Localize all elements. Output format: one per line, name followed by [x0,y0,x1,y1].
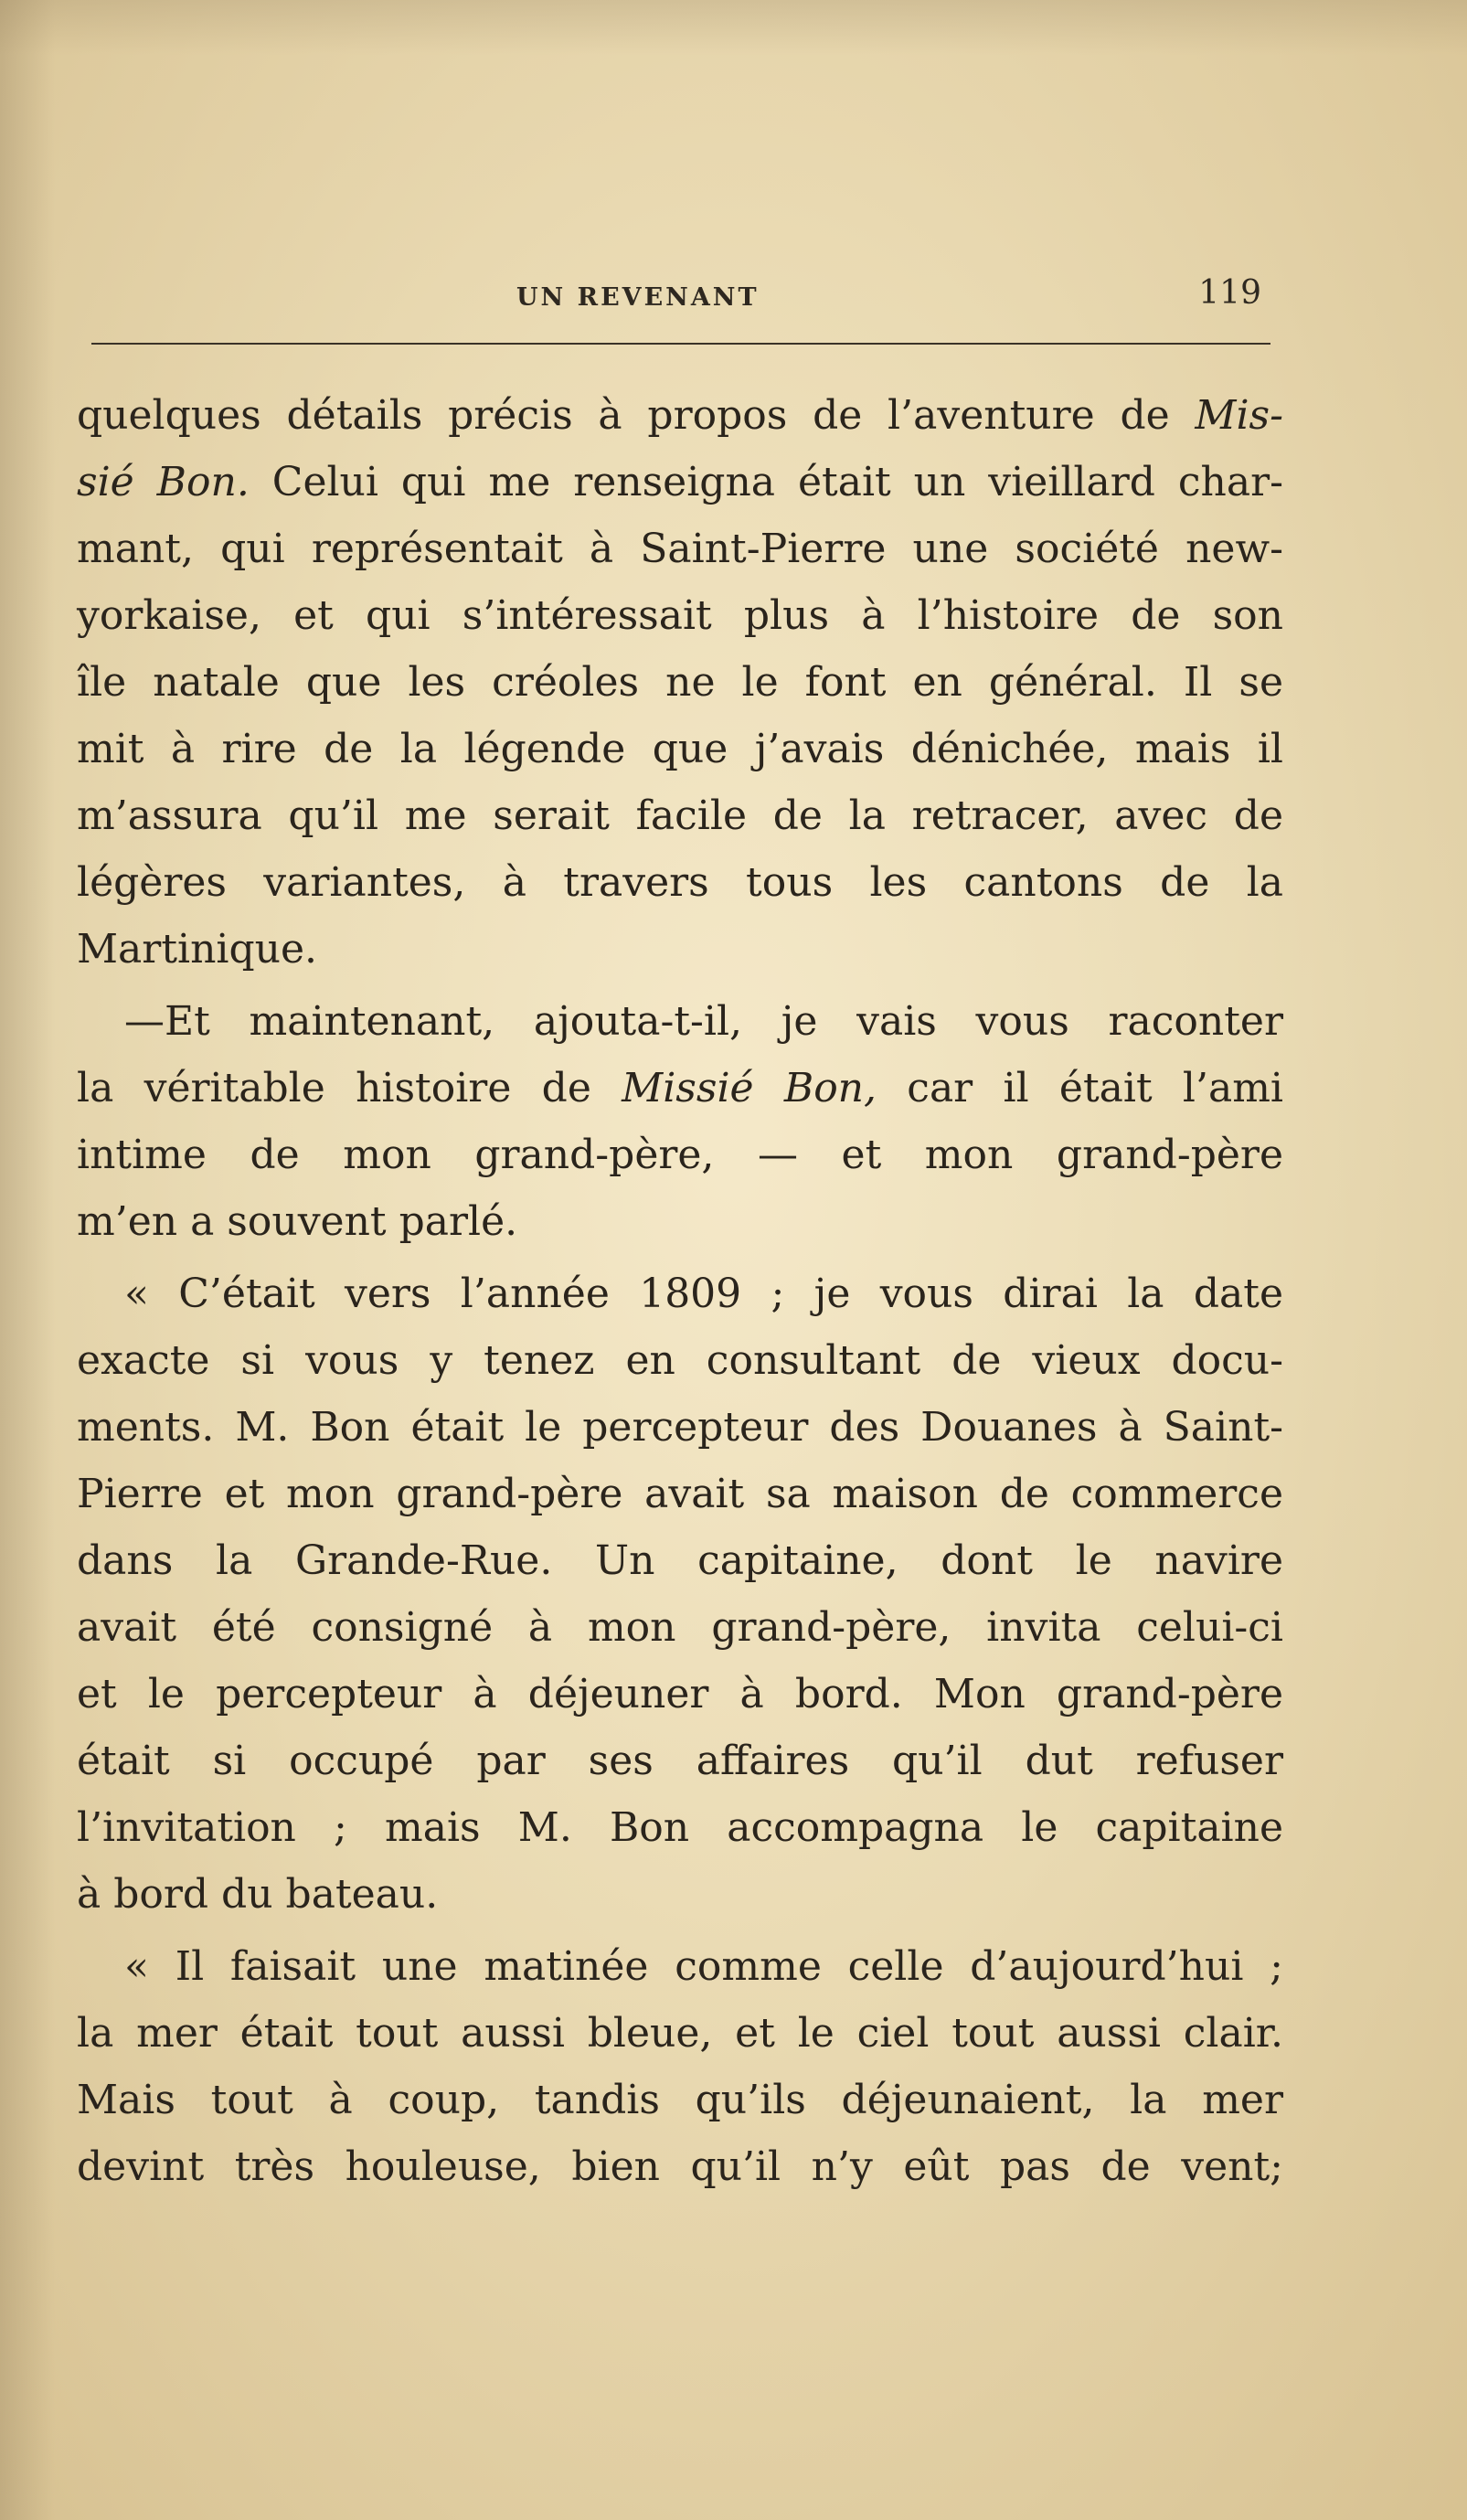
page-number: 119 [1198,274,1261,312]
text-line: « Il faisait une matinée comme celle d’aujourd’hui ; [124,1943,1283,1990]
text-line: Mais tout à coup, tandis qu’ils déjeunaient, la mer [77,2077,1283,2123]
text-line: la véritable histoire de Missié Bon, car il était l’ami [77,1065,1284,1111]
body-text [77,382,1283,2200]
text-line: dans la Grande-Rue. Un capitaine, dont le navire [77,1537,1283,1584]
text-line: devint très houleuse, bien qu’il n’y eût pas de vent; [77,2143,1283,2190]
text-line: mant, qui représentait à Saint-Pierre une société new- [77,526,1283,572]
text-line: « C’était vers l’année 1809 ; je vous dirai la date [124,1271,1283,1317]
page-shadow-left [0,0,55,2520]
text-line: avait été consigné à mon grand-père, invita celui-ci [77,1604,1283,1651]
text-line: yorkaise, et qui s’intéressait plus à l’histoire de son [77,592,1283,639]
text-line: l’invitation ; mais M. Bon accompagna le capitaine [77,1804,1283,1851]
header-rule [91,343,1270,345]
text-line: île natale que les créoles ne le font en général. Il se [77,659,1283,706]
text-line: sié Bon. Celui qui me renseigna était un vieillard char- [77,459,1283,505]
text-line: ments. M. Bon était le percepteur des Douanes à Saint- [77,1404,1283,1451]
text-line: Pierre et mon grand-père avait sa maison de commerce [77,1471,1283,1517]
running-title: UN REVENANT [516,283,760,312]
text-line: m’en a souvent parlé. [77,1198,518,1245]
running-head [82,274,1270,320]
text-line: Martinique. [77,926,318,973]
text-line: —Et maintenant, ajouta-t-il, je vais vous raconter [124,998,1283,1045]
text-line: à bord du bateau. [77,1871,439,1918]
text-line: m’assura qu’il me serait facile de la retracer, avec de [77,792,1283,839]
page-shadow-top [0,0,1467,55]
text-line: mit à rire de la légende que j’avais dénichée, mais il [77,726,1283,772]
text-line: exacte si vous y tenez en consultant de vieux docu- [77,1337,1283,1384]
text-line: légères variantes, à travers tous les cantons de la [77,859,1283,906]
text-line: quelques détails précis à propos de l’aventure de Mis- [77,392,1283,439]
text-line: était si occupé par ses affaires qu’il dut refuser [77,1738,1283,1784]
text-line: intime de mon grand-père, — et mon grand-père [77,1132,1283,1178]
text-line: la mer était tout aussi bleue, et le ciel tout aussi clair. [77,2010,1283,2057]
text-line: et le percepteur à déjeuner à bord. Mon grand-père [77,1671,1283,1717]
